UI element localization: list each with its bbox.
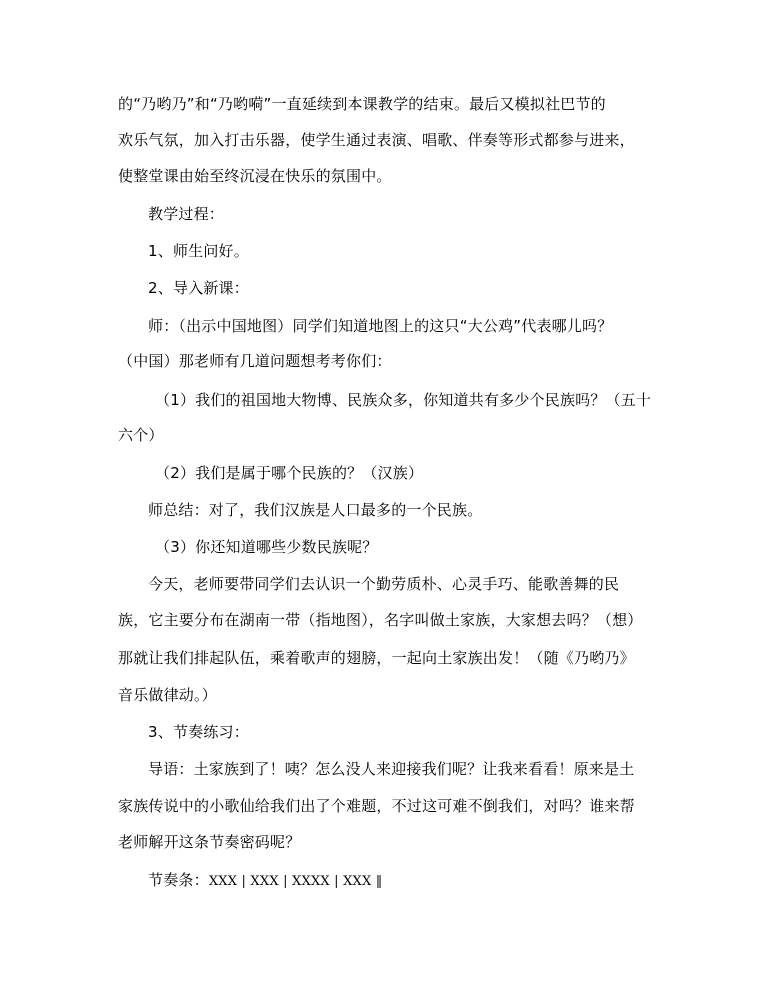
section-heading: 3、节奏练习： (148, 723, 249, 741)
question-item: （2）我们是属于哪个民族的？（汉族） (155, 464, 424, 482)
paragraph-line: 欢乐气氛，加入打击乐器，使学生通过表演、唱歌、伴奏等形式都参与进来， (118, 131, 635, 149)
paragraph-line: 六个） (118, 426, 164, 444)
rhythm-notation: XXX | XXX | XXXX | XXX ‖ (208, 874, 383, 889)
paragraph-line: 今天，老师要带同学们去认识一个勤劳质朴、心灵手巧、能歌善舞的民 (148, 575, 620, 593)
paragraph-line: 使整堂课由始至终沉浸在快乐的氛围中。 (118, 167, 392, 185)
section-heading: 教学过程： (148, 205, 225, 223)
paragraph-line: 师：（出示中国地图）同学们知道地图上的这只“大公鸡”代表哪儿吗？ (148, 317, 613, 335)
paragraph-line: 族，它主要分布在湖南一带（指地图），名字叫做土家族，大家想去吗？（想） (118, 611, 643, 629)
paragraph-line: 家族传说中的小歌仙给我们出了个难题，不过这可难不倒我们，对吗？谁来帮 (118, 797, 635, 815)
question-item: （3）你还知道哪些少数民族呢？ (155, 538, 378, 556)
paragraph-line: 老师解开这条节奏密码呢？ (118, 833, 301, 851)
paragraph-line: （中国）那老师有几道问题想考考你们： (118, 352, 392, 370)
paragraph-line: 导语：土家族到了！咦？怎么没人来迎接我们呢？让我来看看！原来是土 (148, 760, 635, 778)
list-item: 2、导入新课： (148, 279, 249, 297)
paragraph-line: 师总结：对了，我们汉族是人口最多的一个民族。 (148, 501, 483, 519)
paragraph-line: 的“乃哟乃”和“乃哟嗬”一直延续到本课教学的结束。最后又模拟社巴节的 (118, 95, 606, 113)
paragraph-line: 音乐做律动。） (118, 686, 217, 704)
list-item: 1、师生问好。 (148, 242, 249, 260)
rhythm-label: 节奏条： (148, 871, 209, 889)
question-item: （1）我们的祖国地大物博、民族众多，你知道共有多少个民族吗？（五十 (155, 391, 652, 409)
rhythm-line (148, 870, 383, 892)
paragraph-line: 那就让我们排起队伍，乘着歌声的翅膀，一起向土家族出发！（随《乃哟乃》 (118, 649, 635, 667)
